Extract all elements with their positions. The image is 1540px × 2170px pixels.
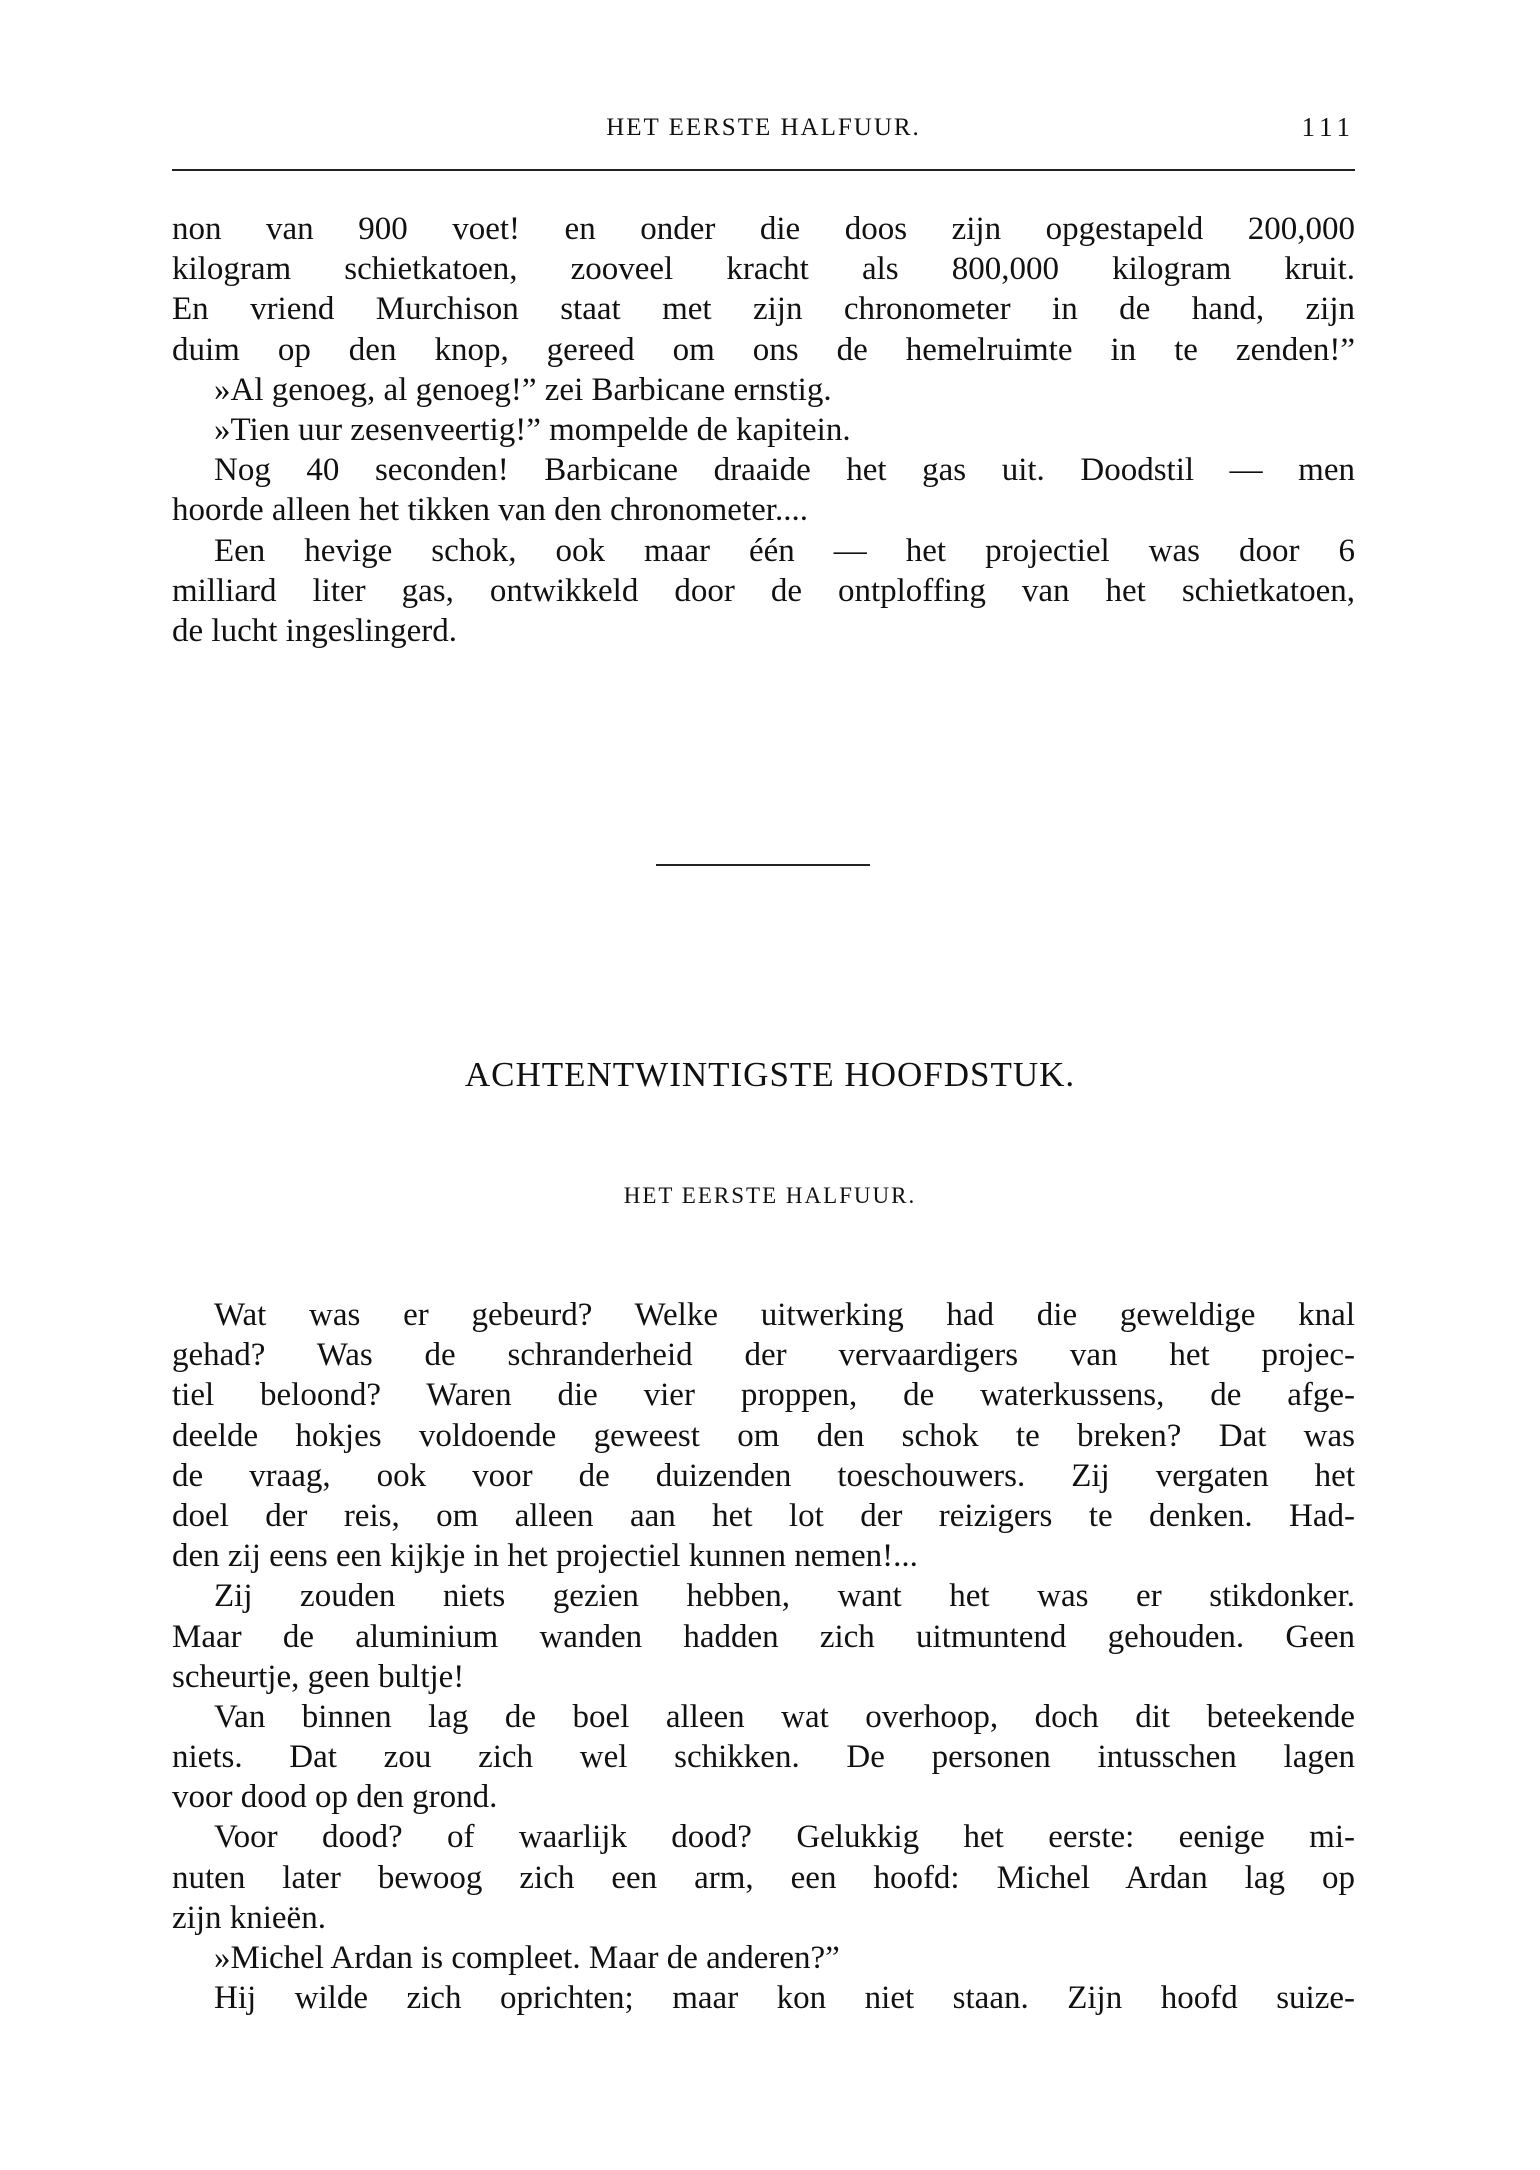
text-line: »Tien uur zesenveertig!” mompelde de kapitein. [214, 411, 851, 448]
text-line: deelde hokjes voldoende geweest om den schok te breken? Dat was [172, 1417, 1355, 1454]
text-line: den zij eens een kijkje in het projectiel kunnen nemen!... [172, 1538, 918, 1575]
text-line: nuten later bewoog zich een arm, een hoofd: Michel Ardan lag op [172, 1859, 1355, 1896]
text-line: voor dood op den grond. [172, 1779, 498, 1816]
text-line: duim op den knop, gereed om ons de hemelruimte in te zenden!” [172, 331, 1355, 368]
text-line: Hij wilde zich oprichten; maar kon niet staan. Zijn hoofd suize- [214, 1980, 1355, 2017]
text-line: niets. Dat zou zich wel schikken. De personen intusschen lagen [172, 1739, 1355, 1776]
page-number: 111 [1301, 112, 1355, 142]
text-line: de vraag, ook voor de duizenden toeschouwers. Zij vergaten het [172, 1457, 1355, 1494]
chapter-heading: ACHTENTWINTIGSTE HOOFDSTUK. [464, 1055, 1076, 1094]
text-line: Van binnen lag de boel alleen wat overhoop, doch dit beteekende [214, 1698, 1355, 1735]
text-line: non van 900 voet! en onder die doos zijn opgestapeld 200,000 [172, 211, 1355, 247]
text-line: Een hevige schok, ook maar één — het projectiel was door 6 [214, 532, 1355, 569]
text-block-chapter-body [172, 1295, 1355, 2018]
text-line: Zij zouden niets gezien hebben, want het was er stikdonker. [214, 1578, 1355, 1615]
text-line: zijn knieën. [172, 1899, 326, 1936]
text-line: Wat was er gebeurd? Welke uitwerking had die geweldige knal [214, 1297, 1355, 1333]
text-line: »Al genoeg, al genoeg!” zei Barbicane ernstig. [214, 371, 832, 408]
text-line: Maar de aluminium wanden hadden zich uitmuntend gehouden. Geen [172, 1618, 1355, 1655]
text-line: de lucht ingeslingerd. [172, 612, 458, 649]
text-line: tiel beloond? Waren die vier proppen, de waterkussens, de afge- [172, 1377, 1355, 1414]
text-line: Nog 40 seconden! Barbicane draaide het gas uit. Doodstil — men [214, 452, 1355, 489]
running-head [172, 112, 1355, 152]
running-head-title: HET EERSTE HALFUUR. [606, 114, 921, 141]
chapter-subheading: HET EERSTE HALFUUR. [623, 1183, 917, 1208]
text-line: Voor dood? of waarlijk dood? Gelukkig het eerste: eenige mi- [214, 1819, 1355, 1856]
text-line: scheurtje, geen bultje! [172, 1658, 465, 1695]
text-line: En vriend Murchison staat met zijn chronometer in de hand, zijn [172, 291, 1355, 328]
text-line: gehad? Was de schranderheid der vervaardigers van het projec- [172, 1337, 1355, 1374]
text-line: kilogram schietkatoen, zooveel kracht als 800,000 kilogram kruit. [172, 251, 1355, 288]
chapter-separator-rule [656, 864, 870, 866]
text-line: »Michel Ardan is compleet. Maar de anderen?” [214, 1940, 840, 1976]
text-line: hoorde alleen het tikken van den chronometer.... [172, 492, 808, 529]
text-line: milliard liter gas, ontwikkeld door de ontploffing van het schietkatoen, [172, 572, 1355, 609]
header-rule [172, 169, 1355, 171]
text-line: doel der reis, om alleen aan het lot der reizigers te denken. Had- [172, 1497, 1355, 1534]
text-block-previous-chapter [172, 209, 1355, 651]
